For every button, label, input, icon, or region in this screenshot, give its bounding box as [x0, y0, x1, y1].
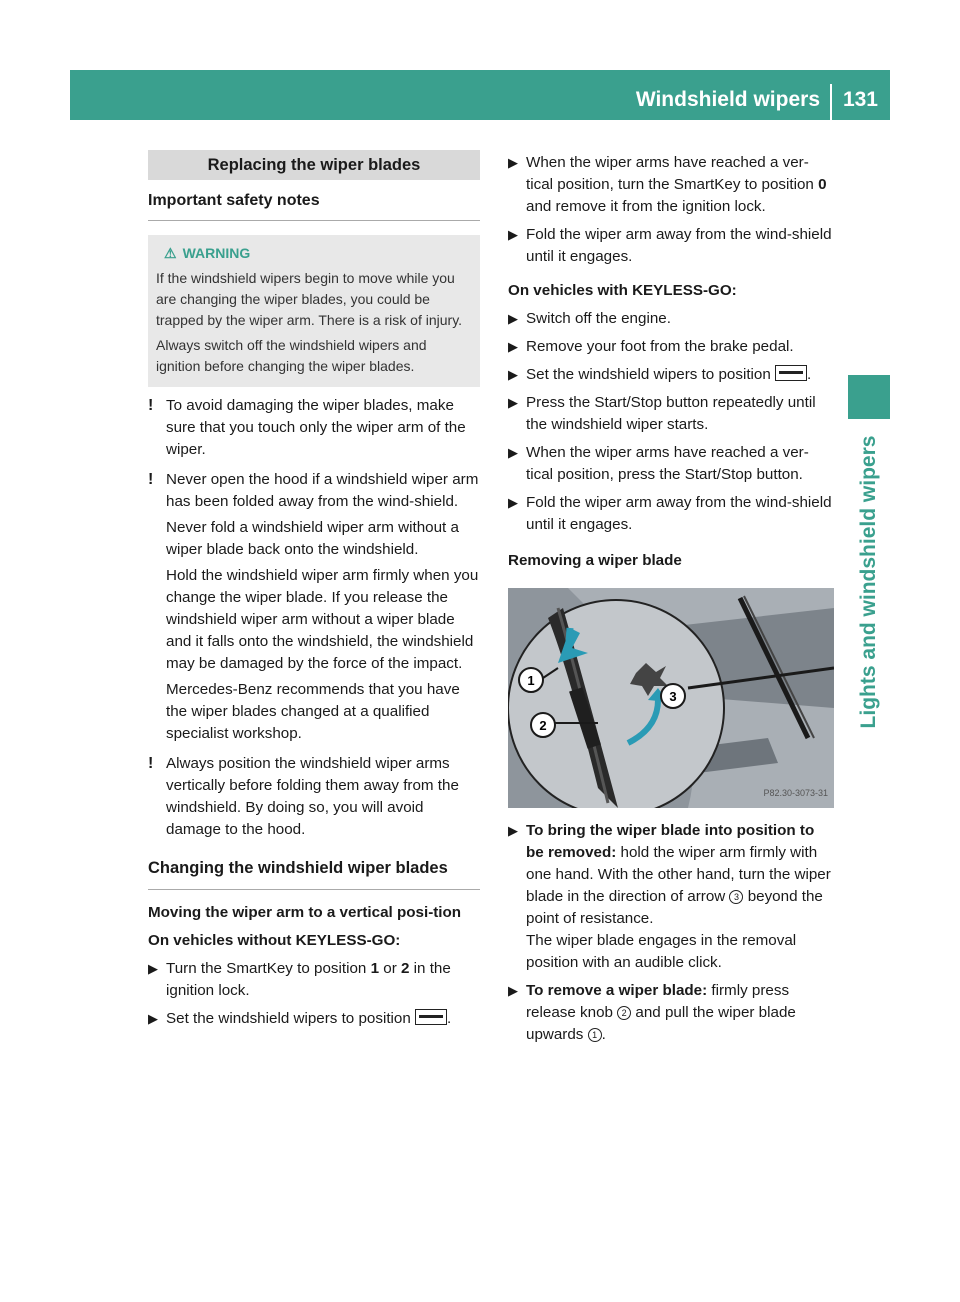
step-text: Switch off the engine. — [526, 310, 671, 327]
note-text: Always position the windshield wiper arms vertically before folding them away from the windshield. By doing so, you will avoid damage to the hood. — [166, 755, 459, 838]
exclamation-icon: ! — [148, 471, 154, 488]
step-arrow-icon: ▶ — [508, 367, 518, 382]
step-text: Fold the wiper arm away from the wind-shield until it engages. — [526, 494, 832, 533]
warning-text: If the windshield wipers begin to move while you are changing the wiper blades, you could be trapped by the wiper arm. There is a risk of injury. — [156, 270, 463, 328]
note-item — [148, 395, 480, 461]
step-text: Fold the wiper arm away from the wind-shield until it engages. — [526, 226, 832, 265]
step-text: and remove it from the ignition lock. — [526, 198, 766, 215]
warning-box — [148, 235, 480, 387]
step-item — [508, 980, 834, 1046]
step-item — [508, 336, 834, 358]
step-text: firmly press release knob — [526, 982, 790, 1021]
step-item — [148, 1008, 480, 1030]
step-text: . — [807, 366, 812, 383]
step-arrow-icon: ▶ — [508, 311, 518, 326]
step-text: Remove your foot from the brake pedal. — [526, 338, 794, 355]
callout-reference: 3 — [729, 890, 743, 904]
subsection-title: Important safety notes — [148, 190, 480, 221]
step-item — [508, 364, 834, 386]
without-keyless-title: On vehicles without KEYLESS-GO: — [148, 932, 401, 949]
step-arrow-icon: ▶ — [508, 495, 518, 510]
step-text: and pull the wiper blade upwards — [526, 1004, 796, 1043]
step-text: hold the wiper arm firmly with one hand. With the other hand, turn the wiper blade in the direction of arrow — [526, 844, 831, 905]
side-tab-label: Lights and windshield wipers — [857, 435, 880, 729]
page-number: 131 — [842, 88, 878, 111]
step-item — [508, 224, 834, 268]
note-text: Never fold a windshield wiper arm without a wiper blade back onto the windshield. — [166, 519, 459, 558]
step-item — [148, 958, 480, 1002]
step-arrow-icon: ▶ — [508, 227, 518, 242]
step-text: When the wiper arms have reached a ver-tical position, turn the SmartKey to position — [526, 154, 819, 193]
step-result-text: The wiper blade engages in the removal position with an audible click. — [526, 932, 797, 971]
step-text: . — [601, 1026, 606, 1043]
step-arrow-icon: ▶ — [508, 339, 518, 354]
left-column — [148, 150, 480, 1030]
step-item — [508, 442, 834, 486]
figure-callout-3: 3 — [669, 689, 677, 704]
callout-reference: 2 — [617, 1006, 631, 1020]
header-separator — [830, 84, 832, 120]
side-tab — [848, 427, 890, 737]
warning-header — [164, 243, 472, 264]
warning-label: WARNING — [182, 245, 251, 261]
wiper-blade-illustration — [508, 588, 834, 808]
step-arrow-icon: ▶ — [508, 155, 518, 170]
step-text: Set the windshield wipers to position — [526, 366, 776, 383]
step-arrow-icon: ▶ — [508, 395, 518, 410]
exclamation-icon: ! — [148, 755, 154, 772]
header-title: Windshield wipers — [635, 88, 820, 111]
step-arrow-icon: ▶ — [148, 1011, 158, 1026]
exclamation-icon: ! — [148, 397, 154, 414]
step-item — [508, 820, 834, 974]
position-value: 1 — [370, 960, 380, 977]
warning-text: Always switch off the windshield wipers and ignition before changing the wiper blades. — [156, 337, 427, 374]
removing-title: Removing a wiper blade — [508, 552, 682, 569]
step-arrow-icon: ▶ — [508, 823, 518, 838]
page-header — [70, 70, 890, 120]
warning-triangle-icon: ⚠ — [164, 245, 177, 261]
step-item — [508, 492, 834, 536]
step-arrow-icon: ▶ — [508, 983, 518, 998]
callout-reference: 1 — [588, 1028, 602, 1042]
step-item — [508, 152, 834, 218]
position-value: 0 — [818, 176, 827, 193]
note-text: Never open the hood if a windshield wiper arm has been folded away from the wind-shield. — [166, 471, 479, 510]
step-text: . — [447, 1010, 452, 1027]
step-item — [508, 308, 834, 330]
step-lead: To bring the wiper blade into position to be removed: — [526, 822, 815, 861]
wiper-off-position-icon — [415, 1009, 447, 1025]
section-title: Replacing the wiper blades — [148, 150, 480, 180]
moving-title: Moving the wiper arm to a vertical posi-tion — [148, 904, 462, 921]
step-text: Turn the SmartKey to position — [166, 960, 371, 977]
note-item — [148, 753, 480, 841]
step-lead: To remove a wiper blade: — [526, 982, 708, 999]
step-text: in the ignition lock. — [166, 960, 451, 999]
note-text: Mercedes-Benz recommends that you have the wiper blades changed at a qualified specialist workshop. — [166, 681, 460, 742]
note-text: Hold the windshield wiper arm firmly when you change the wiper blade. If you release the windshield wiper arm without a wiper blade and it falls onto the windshield, the windshield may be damaged by the force of the impact. — [166, 567, 479, 672]
step-text: Set the windshield wipers to position — [166, 1010, 416, 1027]
step-text: Press the Start/Stop button repeatedly until the windshield wiper starts. — [526, 394, 816, 433]
figure-callout-2: 2 — [539, 718, 547, 733]
right-column — [508, 150, 834, 1046]
step-text: When the wiper arms have reached a ver-tical position, press the Start/Stop button. — [526, 444, 809, 483]
step-arrow-icon: ▶ — [508, 445, 518, 460]
note-text: To avoid damaging the wiper blades, make sure that you touch only the wiper arm of the wiper. — [166, 397, 466, 458]
step-text: beyond the point of resistance. — [526, 888, 823, 927]
wiper-illustration-svg — [508, 588, 834, 808]
position-value: 2 — [400, 960, 410, 977]
figure-callout-1: 1 — [527, 673, 535, 688]
step-item — [508, 392, 834, 436]
figure-code: P82.30-3073-31 — [763, 788, 828, 798]
wiper-off-position-icon — [775, 365, 807, 381]
side-tab-marker — [848, 375, 890, 419]
changing-title: Changing the windshield wiper blades — [148, 857, 480, 890]
step-text: or — [379, 960, 401, 977]
step-arrow-icon: ▶ — [148, 961, 158, 976]
with-keyless-title: On vehicles with KEYLESS-GO: — [508, 282, 737, 299]
note-item — [148, 469, 480, 745]
